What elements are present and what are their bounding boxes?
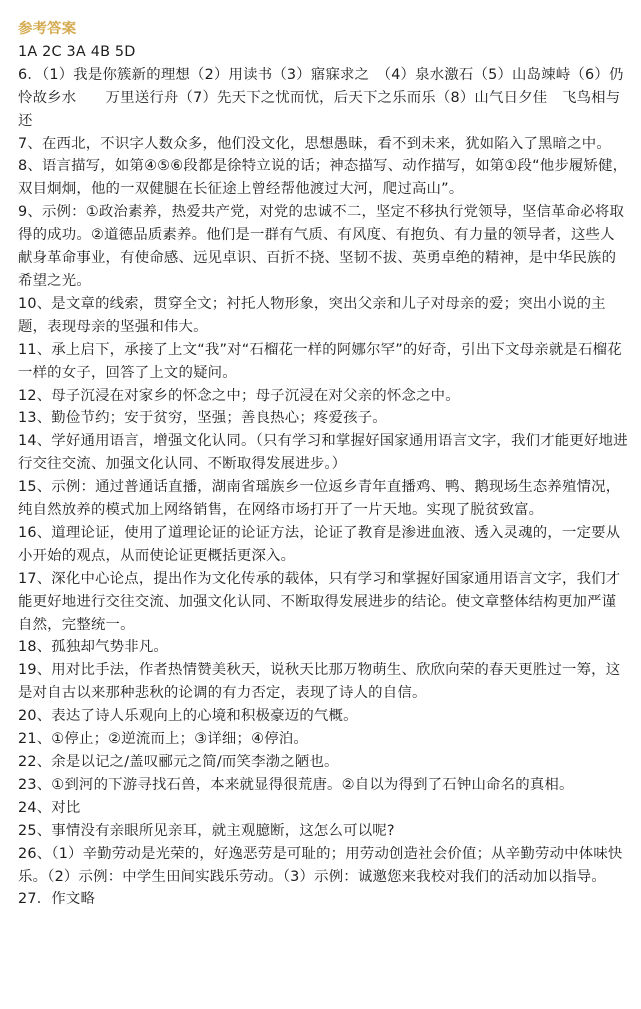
- answer-21: 21、①停止；②逆流而上；③详细；④停泊。: [18, 731, 308, 748]
- answer-12: 12、母子沉浸在对家乡的怀念之中；母子沉浸在对父亲的怀念之中。: [18, 387, 460, 404]
- answer-25: 25、事情没有亲眼所见亲耳，就主观臆断，这怎么可以呢?: [18, 822, 395, 839]
- answer-23: 23、①到河的下游寻找石兽，本来就显得很荒唐。②自以为得到了石钟山命名的真相。: [18, 776, 574, 793]
- answer-17: 17、深化中心论点，提出作为文化传承的载体，只有学习和掌握好国家通用语言文字，我们才能更好地进行交往交流、加强文化认同、不断取得发展进步的结论。使文章整体结构更加严谨自然，完整统一。: [18, 570, 621, 633]
- answer-8: 8、语言描写，如第④⑤⑥段都是徐特立说的话；神态描写、动作描写，如第①段“他步履矫健，双目炯炯，他的一双健腿在长征途上曾经帮他渡过大河，爬过高山”。: [18, 158, 628, 198]
- answer-20: 20、表达了诗人乐观向上的心境和积极豪迈的气概。: [18, 708, 358, 725]
- answer-10: 10、是文章的线索，贯穿全文；衬托人物形象，突出父亲和儿子对母亲的爱；突出小说的主题，表现母亲的坚强和伟大。: [18, 295, 606, 335]
- answer-27: 27．作文略: [18, 891, 96, 908]
- answer-22: 22、余是以记之/盖叹郦元之简/而笑李渤之陋也。: [18, 754, 339, 770]
- answer-24: 24、对比: [18, 799, 81, 816]
- answer-16: 16、道理论证，使用了道理论证的论证方法，论证了教育是渗进血液、透入灵魂的，一定要从小开始的观点，从而使论证更概括更深入。: [18, 524, 621, 564]
- answer-1-5: 1A 2C 3A 4B 5D: [18, 43, 136, 60]
- answer-key-document: [18, 18, 628, 911]
- answer-19: 19、用对比手法，作者热情赞美秋天，说秋天比那万物萌生、欣欣向荣的春天更胜过一筹，这是对自古以来那种悲秋的论调的有力否定，表现了诗人的自信。: [18, 662, 621, 702]
- answer-18: 18、孤独却气势非凡。: [18, 639, 169, 656]
- answer-13: 13、勤俭节约；安于贫穷，坚强；善良热心；疼爱孩子。: [18, 410, 387, 427]
- answer-key-heading: 参考答案: [18, 21, 77, 37]
- answer-26: 26、（1）辛勤劳动是光荣的，好逸恶劳是可耻的；用劳动创造社会价值；从辛勤劳动中体味快乐。（2）示例：中学生田间实践乐劳动。（3）示例：诚邀您来我校对我们的活动加以指导。: [18, 845, 623, 885]
- answer-15: 15、示例：通过普通话直播，湖南省瑶族乡一位返乡青年直播鸡、鸭、鹅现场生态养殖情况，纯自然放养的模式加上网络销售，在网络市场打开了一片天地。实现了脱贫致富。: [18, 479, 621, 519]
- answer-14: 14、学好通用语言，增强文化认同。（只有学习和掌握好国家通用语言文字，我们才能更好地进行交往交流、加强文化认同、不断取得发展进步。）: [18, 433, 628, 473]
- answer-7: 7、在西北，不识字人数众多，他们没文化，思想愚昧，看不到未来，犹如陷入了黑暗之中。: [18, 135, 611, 152]
- answer-9: 9、示例：①政治素养，热爱共产党，对党的忠诚不二，坚定不移执行党领导，坚信革命必将取得的成功。②道德品质素养。他们是一群有气质、有风度、有抱负、有力量的领导者，这些人献身革命事业，有使命感、远见卓识、百折不挠、坚韧不拔、英勇卓绝的精神，是中华民族的希望之光。: [18, 204, 625, 289]
- answer-11: 11、承上启下，承接了上文“我”对“石榴花一样的阿娜尔罕”的好奇，引出下文母亲就是石榴花一样的女子，回答了上文的疑问。: [18, 341, 622, 381]
- answer-6: 6．（1）我是你簇新的理想（2）用读书（3）寤寐求之 （4）泉水激石（5）山岛竦峙（6）仍怜故乡水 万里送行舟（7）先天下之忧而忧，后天下之乐而乐（8）山气日夕佳 飞鸟相与还: [18, 66, 624, 129]
